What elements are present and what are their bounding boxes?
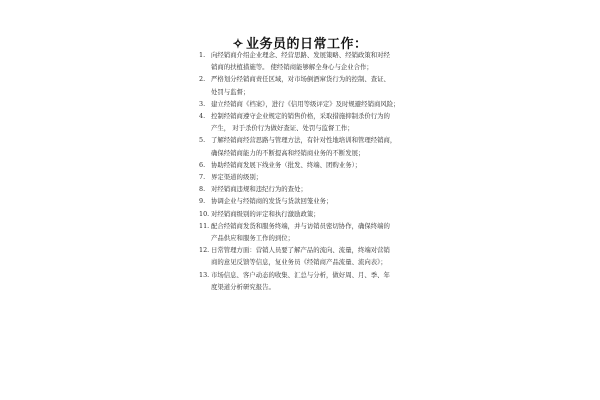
item-text-line: 严格划分经销商责任区域，对市场倒酒窜货行为的控制、查证、 <box>211 75 390 84</box>
list-item <box>199 269 419 293</box>
list-item <box>199 159 419 171</box>
item-number: 5. <box>199 136 206 145</box>
item-text-line: 了解经销商经营思路与管理方法，有针对性地培训和管理经销商， <box>211 136 397 145</box>
list-item <box>199 134 419 158</box>
list-item <box>199 208 419 220</box>
list-item <box>199 171 419 183</box>
item-text-line: 销商的扶植措施等。 使经销商能够解全身心与企业合作； <box>211 63 373 72</box>
item-text-line: 协调企业与经销商的发货与货款回笼业务； <box>211 197 333 206</box>
list-item <box>199 98 419 110</box>
item-text-line: 建立经销商《档案》，进行《信用等级评定》及时规避经销商风险； <box>211 99 400 108</box>
list-item <box>199 183 419 195</box>
item-text <box>211 220 419 244</box>
item-text <box>211 183 419 195</box>
item-number: 6. <box>199 160 206 169</box>
item-text <box>211 134 419 158</box>
item-text <box>211 159 419 171</box>
item-text-line: 日常管理方面：营销人员要了解产品的流向、流量，终端对营销 <box>211 246 390 255</box>
list-item <box>199 195 419 207</box>
item-text-line: 度渠道分析研究报告。 <box>211 282 275 291</box>
item-text <box>211 110 419 134</box>
list-item <box>199 73 419 97</box>
item-text <box>211 269 419 293</box>
item-text-line: 对经销商违规和违纪行为的查处； <box>211 185 307 194</box>
item-number: 10. <box>199 209 210 218</box>
item-text-line: 产品供应和服务工作的到位； <box>211 234 295 243</box>
item-text <box>211 98 419 110</box>
item-text <box>211 73 419 97</box>
item-number: 8. <box>199 185 206 194</box>
item-text-line: 市场信息、客户动态的收集、汇总与分析，做好周、月、季、年 <box>211 270 390 279</box>
item-text-line: 配合经销商发货和服务终端，并与访销员密切协作，确保终端的 <box>211 221 390 230</box>
duty-list <box>199 49 419 293</box>
item-number: 12. <box>199 246 210 255</box>
item-text-line: 控制经销商遵守企业规定的销售价格，采取措施抑制杀价行为的 <box>211 112 390 121</box>
item-text-line: 协助经销商发展下线业务（批发、终端、团购业务）； <box>211 160 362 169</box>
item-number: 9. <box>199 197 206 206</box>
item-text-line: 产生， 对于杀价行为做好查证、处罚与监督工作； <box>211 124 354 133</box>
diamond-star-icon: ✧ <box>232 37 244 52</box>
title-text: 业务员的日常工作： <box>245 37 368 52</box>
item-text-line: 商的意见反馈等信息，复业务员《经销商产品流量、流向表》； <box>211 258 387 267</box>
item-number: 7. <box>199 173 206 182</box>
item-number: 4. <box>199 112 206 121</box>
item-number: 13. <box>199 270 210 279</box>
list-item <box>199 110 419 134</box>
item-text <box>211 49 419 73</box>
item-text <box>211 171 419 183</box>
item-text-line: 对经销商级别的评定和执行激励政策； <box>211 209 320 218</box>
list-item <box>199 49 419 73</box>
item-text <box>211 208 419 220</box>
list-item <box>199 220 419 244</box>
item-text-line: 确保经销商能力的不断提高和经销商业务的不断发展； <box>211 148 365 157</box>
item-text <box>211 244 419 268</box>
item-text-line: 向经销商介绍企业理念、经营思路、发展策略、经销政策和对经 <box>211 51 390 59</box>
item-text <box>211 195 419 207</box>
item-text-line: 界定渠道的级别； <box>211 173 263 182</box>
item-text-line: 处罚与监督； <box>211 87 250 96</box>
item-number: 11. <box>199 221 210 230</box>
item-number: 2. <box>199 75 206 84</box>
list-item <box>199 244 419 268</box>
item-number: 3. <box>199 99 206 108</box>
item-number: 1. <box>199 51 206 59</box>
